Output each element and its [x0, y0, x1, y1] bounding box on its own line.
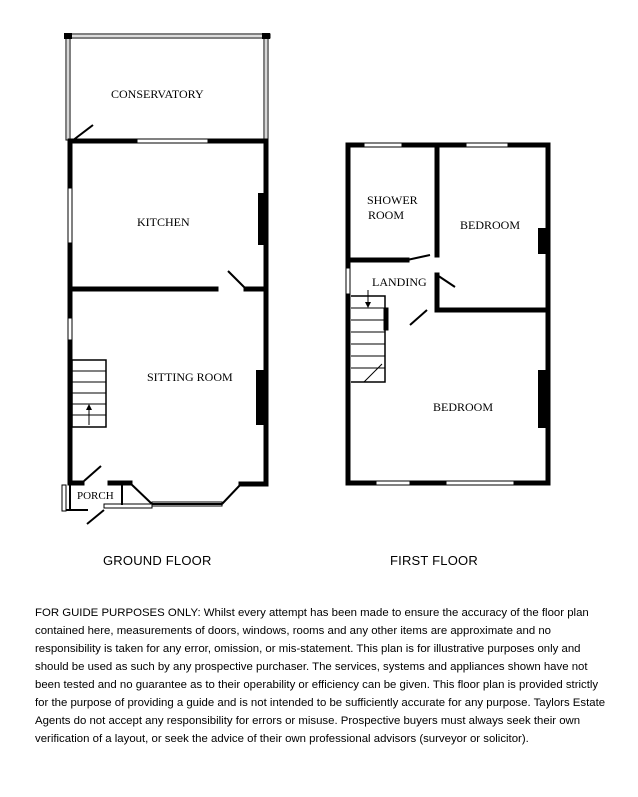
first-floor-fixtures: [538, 228, 546, 428]
ground-floor-plan: [62, 33, 270, 524]
kitchen-label: KITCHEN: [137, 215, 190, 229]
large-bedroom-label: BEDROOM: [433, 400, 494, 414]
ground-floor-staircase: [72, 360, 106, 427]
small-bedroom-label: BEDROOM: [460, 218, 521, 232]
conservatory-label: CONSERVATORY: [111, 87, 204, 101]
porch-label: PORCH: [77, 490, 114, 502]
first-floor-staircase: [351, 290, 385, 382]
ground-floor-walls: [70, 141, 266, 484]
bay-window: [130, 483, 241, 504]
shower-room-label-line2: ROOM: [368, 208, 405, 222]
first-floor-plan: [346, 143, 548, 485]
ground-floor-label: GROUND FLOOR: [103, 553, 212, 568]
first-floor-label: FIRST FLOOR: [390, 553, 478, 568]
landing-label: LANDING: [372, 275, 427, 289]
ground-floor-doors: [72, 125, 246, 524]
shower-room-label-line1: SHOWER: [367, 193, 418, 207]
first-floor-doors: [407, 255, 455, 325]
disclaimer-text: FOR GUIDE PURPOSES ONLY: Whilst every attempt has been made to ensure the accuracy of the floor plan contained here, measurements of doors, windows, rooms and any other items are approximate and no responsibility is taken for any error, omission, or mis-statement. This plan is for illustrative purposes only and should be used as such by any prospective purchaser. The services, systems and appliances shown have not been tested and no guarantee as to their operability or efficiency can be given. This floor plan is provided strictly for the purpose of providing a guide and is not intended to be sufficiently accurate for any purpose. Taylors Estate Agents do not accept any responsibility for errors or misuse. Prospective buyers must always seek their own verification of a layout, or seek the advice of their own professional advisors (surveyor or solicitor).: [35, 607, 606, 745]
sitting-room-label: SITTING ROOM: [147, 370, 233, 384]
ground-floor-fixtures: [256, 193, 264, 425]
ground-floor-windows: [68, 139, 222, 506]
